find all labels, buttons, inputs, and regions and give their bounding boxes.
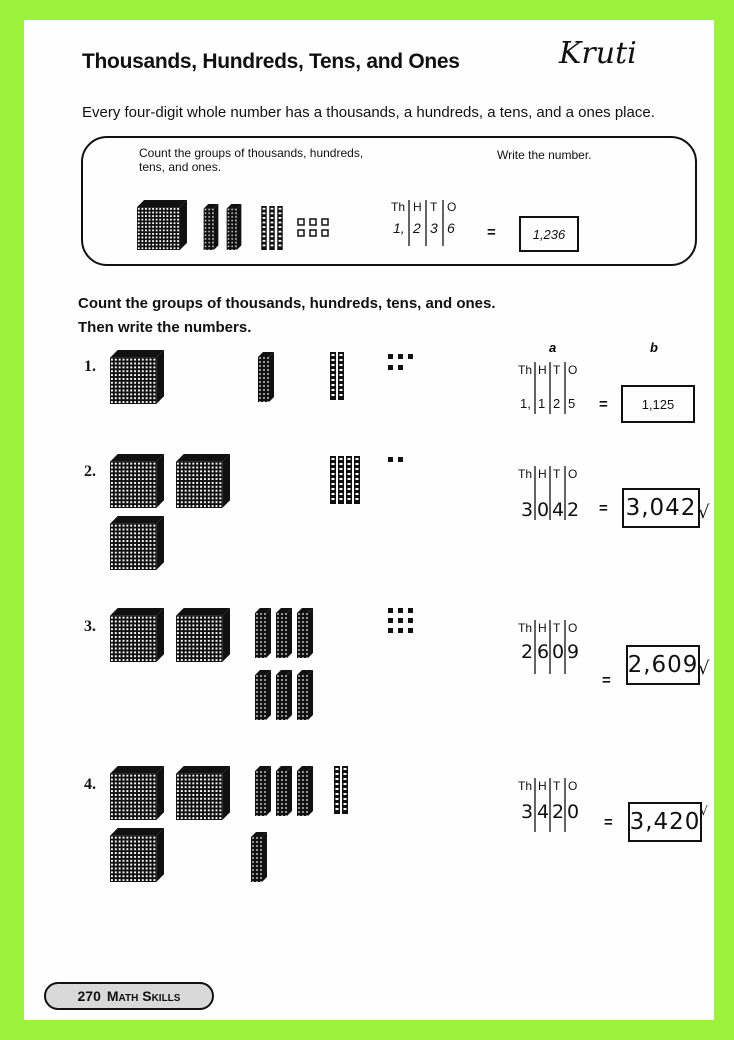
svg-text:0: 0 [552,641,565,663]
svg-text:2: 2 [553,396,561,411]
column-a-label: a [549,340,557,355]
problem-1-digit-row [520,396,575,411]
example-answer-box: 1,236 [519,216,579,252]
hundred-flat-icon [296,670,314,720]
instructions: Count the groups of thousands, hundreds, tens, and ones. Then write the numbers. [78,295,496,336]
svg-text:O: O [447,200,457,214]
problem-4-place-value-chart [518,776,590,836]
svg-text:H: H [538,363,547,377]
svg-text:1,: 1, [393,220,405,236]
svg-text:9: 9 [567,641,580,663]
thousand-cube-icon [110,608,164,662]
ten-rod-icon [277,206,283,250]
hundred-flat-icon [296,766,314,816]
problem-3-check-mark: √ [698,658,710,679]
svg-text:6: 6 [537,641,550,663]
svg-text:H: H [413,200,422,214]
ten-rod-icon [261,206,267,250]
hundred-flat-icon [275,670,293,720]
svg-text:Th: Th [518,363,533,377]
problem-2-place-value-chart [518,464,590,524]
ten-rod-icon [354,456,360,504]
column-b-label: b [650,340,658,355]
hundred-flat-icon [203,204,219,250]
svg-text:0: 0 [567,801,580,823]
thousand-cube-icon [110,828,164,882]
svg-text:O: O [568,621,578,635]
svg-text:2: 2 [552,801,565,823]
svg-text:Th: Th [391,200,406,214]
page-footer [44,982,214,1010]
svg-text:T: T [553,621,561,635]
hundred-flat-icon [254,766,272,816]
svg-text:O: O [568,467,578,481]
problem-3-equals: = [602,672,611,689]
intro-text: Every four-digit whole number has a thousands, a hundreds, a tens, and a ones place. [82,104,655,121]
svg-text:2: 2 [521,641,534,663]
problem-1-header-row [518,363,577,377]
svg-text:0: 0 [537,499,550,521]
svg-text:H: H [538,467,547,481]
ten-rod-icon [330,352,336,400]
problem-2-answer-box: 3,042 [622,488,700,528]
example-header-row [391,200,456,214]
ten-rod-icon [338,456,344,504]
problem-4-answer-box: 3,420 [628,802,702,842]
svg-text:6: 6 [447,220,455,236]
ten-rod-icon [338,352,344,400]
svg-text:T: T [553,779,561,793]
hundred-flat-icon [254,608,272,658]
thousand-cube-icon [110,350,164,404]
svg-text:Th: Th [518,621,533,635]
six-ones-icon [297,218,331,238]
svg-text:4: 4 [552,499,565,521]
problem-4-header-row [518,779,577,793]
example-box [81,136,697,266]
problem-4-equals: = [604,814,613,831]
worksheet-page [24,20,714,1020]
svg-text:3: 3 [521,801,534,823]
thousand-cube-icon [176,608,230,662]
hundred-flat-icon [275,608,293,658]
example-count-label: Count the groups of thousands, hundreds, tens, and ones. [139,146,364,174]
ten-rod-icon [330,456,336,504]
problem-1-place-value-chart [518,360,590,416]
problem-3-number: 3. [84,618,96,635]
svg-text:2: 2 [567,499,580,521]
thousand-cube-icon [110,454,164,508]
problem-3-answer-box: 2,609 [626,645,700,685]
svg-text:T: T [430,200,438,214]
thousand-cube-icon [110,516,164,570]
example-digit-row [393,220,455,236]
svg-text:O: O [568,779,578,793]
student-name-signature: Kruti [559,36,637,71]
two-ones-icon [388,457,408,465]
thousand-cube-icon [137,200,187,250]
svg-text:H: H [538,779,547,793]
worksheet-title: Thousands, Hundreds, Tens, and Ones [82,50,460,73]
hundred-flat-icon [258,352,274,402]
hundred-flat-icon [254,670,272,720]
svg-text:1,: 1, [520,396,531,411]
five-ones-icon [388,354,418,374]
svg-text:Th: Th [518,467,533,481]
example-write-label: Write the number. [497,148,592,162]
problem-1-number: 1. [84,358,96,375]
ten-rod-icon [342,766,348,814]
thousand-cube-icon [110,766,164,820]
problem-3-place-value-chart [518,618,590,678]
svg-text:2: 2 [413,220,421,236]
problem-3-header-row [518,621,577,635]
svg-text:H: H [538,621,547,635]
svg-text:O: O [568,363,578,377]
problem-2-check-mark: √ [698,502,710,523]
hundred-flat-icon [296,608,314,658]
problem-4-check-mark: √ [700,804,708,818]
problem-2-header-row [518,467,577,481]
nine-ones-icon [388,608,418,638]
page-number: 270 [77,988,101,1004]
svg-text:Th: Th [518,779,533,793]
problem-2-equals: = [599,500,608,517]
example-place-value-chart [389,198,471,248]
thousand-cube-icon [176,454,230,508]
hundred-flat-icon [226,204,242,250]
svg-text:1: 1 [538,396,546,411]
problem-4-number: 4. [84,776,96,793]
footer-label: Math Skills [106,988,181,1004]
svg-text:3: 3 [430,220,438,236]
ten-rod-icon [346,456,352,504]
problem-1-answer-box: 1,125 [621,385,695,423]
svg-text:4: 4 [537,801,550,823]
hundred-flat-icon [250,832,268,882]
example-equals: = [487,224,496,241]
thousand-cube-icon [176,766,230,820]
svg-text:5: 5 [568,396,576,411]
svg-text:T: T [553,363,561,377]
ten-rod-icon [334,766,340,814]
ten-rod-icon [269,206,275,250]
hundred-flat-icon [275,766,293,816]
problem-1-equals: = [599,396,608,413]
problem-2-number: 2. [84,463,96,480]
svg-text:3: 3 [521,499,534,521]
svg-text:T: T [553,467,561,481]
